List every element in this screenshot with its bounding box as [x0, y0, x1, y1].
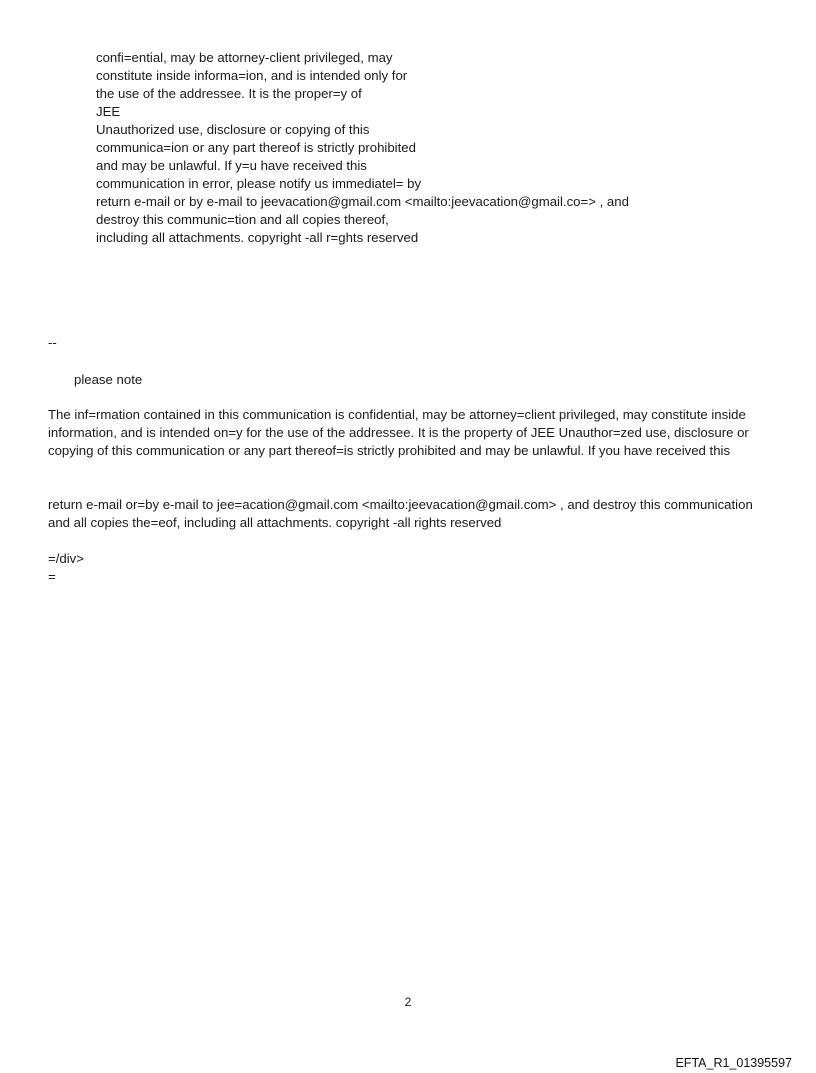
closing-markup — [48, 550, 84, 586]
return-email-paragraph: return e-mail or=by e-mail to jee=acation@gmail.com <mailto:jeevacation@gmail.com> , and destroy this communication and all copies the=eof, including all attachments. copyright -all rights reserved — [48, 497, 753, 530]
disclaimer-line: Unauthorized use, disclosure or copying of this — [96, 122, 370, 137]
disclaimer-line: including all attachments. copyright -all r=ghts reserved — [96, 230, 419, 245]
disclaimer-line: and may be unlawful. If y=u have received this — [96, 158, 367, 173]
disclaimer-line: destroy this communic=tion and all copies thereof, — [96, 212, 389, 227]
closing-div-tag: =/div> — [48, 551, 84, 566]
disclaimer-line: confi=ential, may be attorney-client privileged, may — [96, 50, 393, 65]
document-id: EFTA_R1_01395597 — [675, 1056, 792, 1070]
indented-disclaimer — [96, 49, 736, 247]
disclaimer-line: constitute inside informa=ion, and is intended only for — [96, 68, 408, 83]
please-note-heading: please note — [74, 372, 143, 387]
confidentiality-paragraph: The inf=rmation contained in this communication is confidential, may be attorney=client privileged, may constitute inside information, and is intended on=y for the use of the addressee. It is the property of JEE Unauthor=zed use, disclosure or copying of this communication or any part thereof=is strictly prohibited and may be unlawful. If you have received this — [48, 407, 749, 458]
disclaimer-line: the use of the addressee. It is the proper=y of — [96, 86, 362, 101]
closing-equals: = — [48, 569, 56, 584]
signature-separator: -- — [48, 335, 57, 350]
disclaimer-line: return e-mail or by e-mail to jeevacation@gmail.com <mailto:jeevacation@gmail.co=> , and — [96, 194, 629, 209]
disclaimer-line: communica=ion or any part thereof is strictly prohibited — [96, 140, 416, 155]
page-number: 2 — [404, 995, 412, 1009]
disclaimer-line: JEE — [96, 104, 121, 119]
disclaimer-line: communication in error, please notify us immediatel= by — [96, 176, 422, 191]
